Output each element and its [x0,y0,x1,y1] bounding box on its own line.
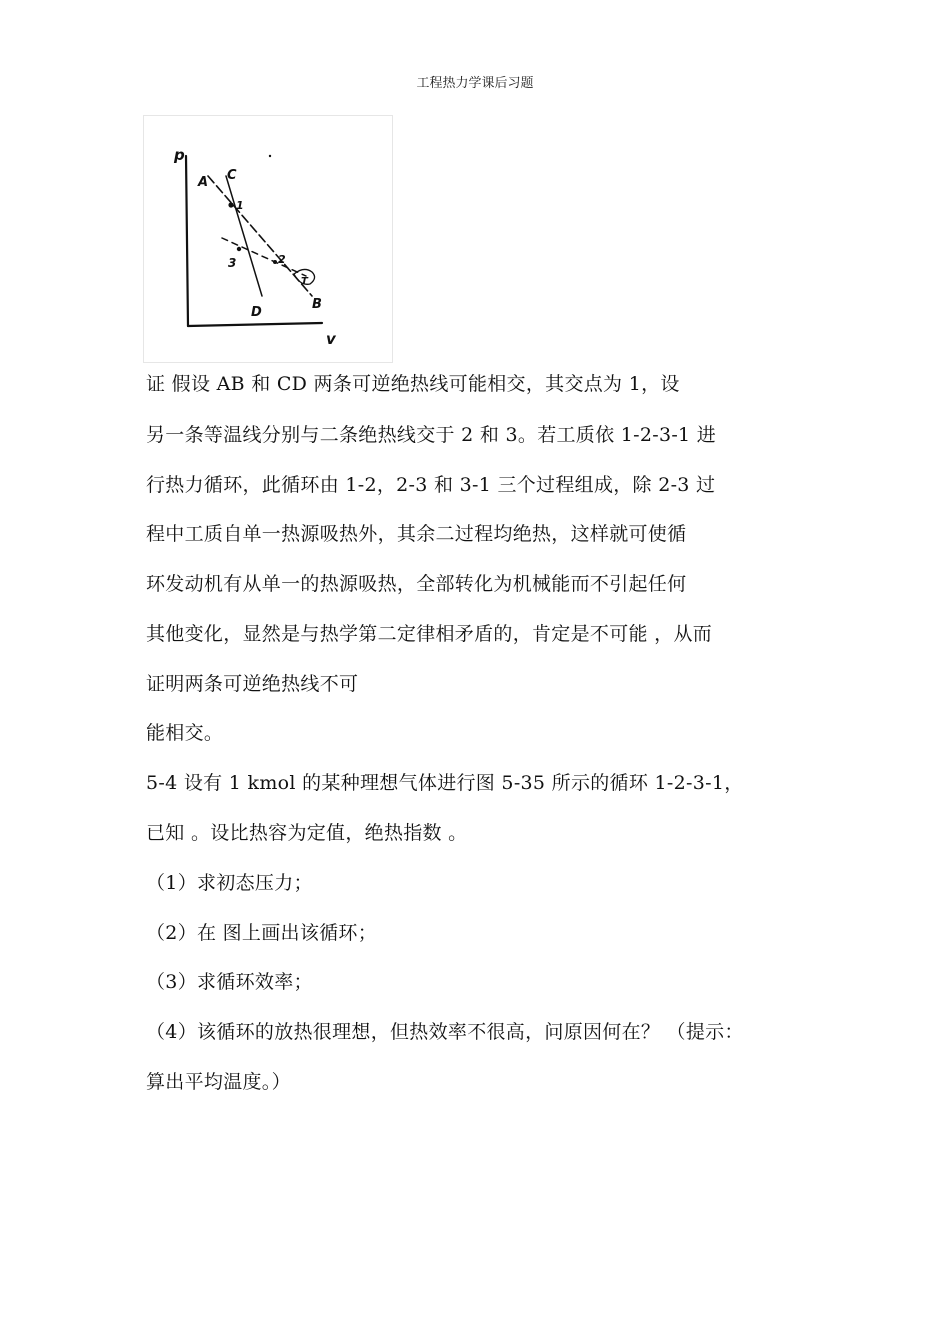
p-axis [186,156,188,326]
adiabat-cd [226,176,262,296]
label-t: T [301,276,308,287]
v-axis [188,323,322,326]
question-1: （1）求初态压力； [146,872,313,894]
text-line-7: 证明两条可逆绝热线不可 [146,673,359,695]
question-3: （3）求循环效率； [146,971,313,993]
label-c: C [227,168,237,183]
text-line-8: 能相交。 [146,722,224,744]
text-line-3: 行热力循环，此循环由 1-2，2-3 和 3-1 三个过程组成，除 2-3 过 [146,474,716,496]
text-line-4: 程中工质自单一热源吸热外，其余二过程均绝热，这样就可使循 [146,523,687,545]
label-point-3: 3 [228,256,237,270]
text-line-5: 环发动机有从单一的热源吸热，全部转化为机械能而不引起任何 [146,573,687,595]
pv-diagram [144,116,392,362]
stray-dot [269,155,271,157]
label-d: D [251,305,262,320]
label-point-2: 2 [278,253,286,266]
question-2: （2）在 图上画出该循环； [146,922,378,944]
label-a: A [198,175,209,190]
label-point-1: 1 [236,199,244,212]
point-2 [273,260,277,264]
point-1 [228,202,233,207]
point-3 [237,247,241,251]
page-header: 工程热力学课后习题 [416,76,534,91]
question-4-hint: 算出平均温度。） [146,1071,291,1093]
label-p: p [174,146,185,164]
label-v: v [326,330,336,348]
problem-5-4-line-2: 已知 。设比热容为定值，绝热指数 。 [146,822,468,844]
label-b: B [312,297,322,312]
text-line-2: 另一条等温线分别与二条绝热线交于 2 和 3。若工质依 1-2-3-1 进 [146,424,717,446]
pv-diagram-figure [143,115,393,363]
question-4: （4）该循环的放热很理想，但热效率不很高，问原因何在？ （提示： [146,1021,744,1043]
text-line-6: 其他变化，显然是与热学第二定律相矛盾的，肯定是不可能 ，从而 [146,623,713,645]
text-line-1: 证 假设 AB 和 CD 两条可逆绝热线可能相交，其交点为 1，设 [146,373,680,395]
problem-5-4-line-1: 5-4 设有 1 kmol 的某种理想气体进行图 5-35 所示的循环 1-2-3-1， [146,772,744,794]
